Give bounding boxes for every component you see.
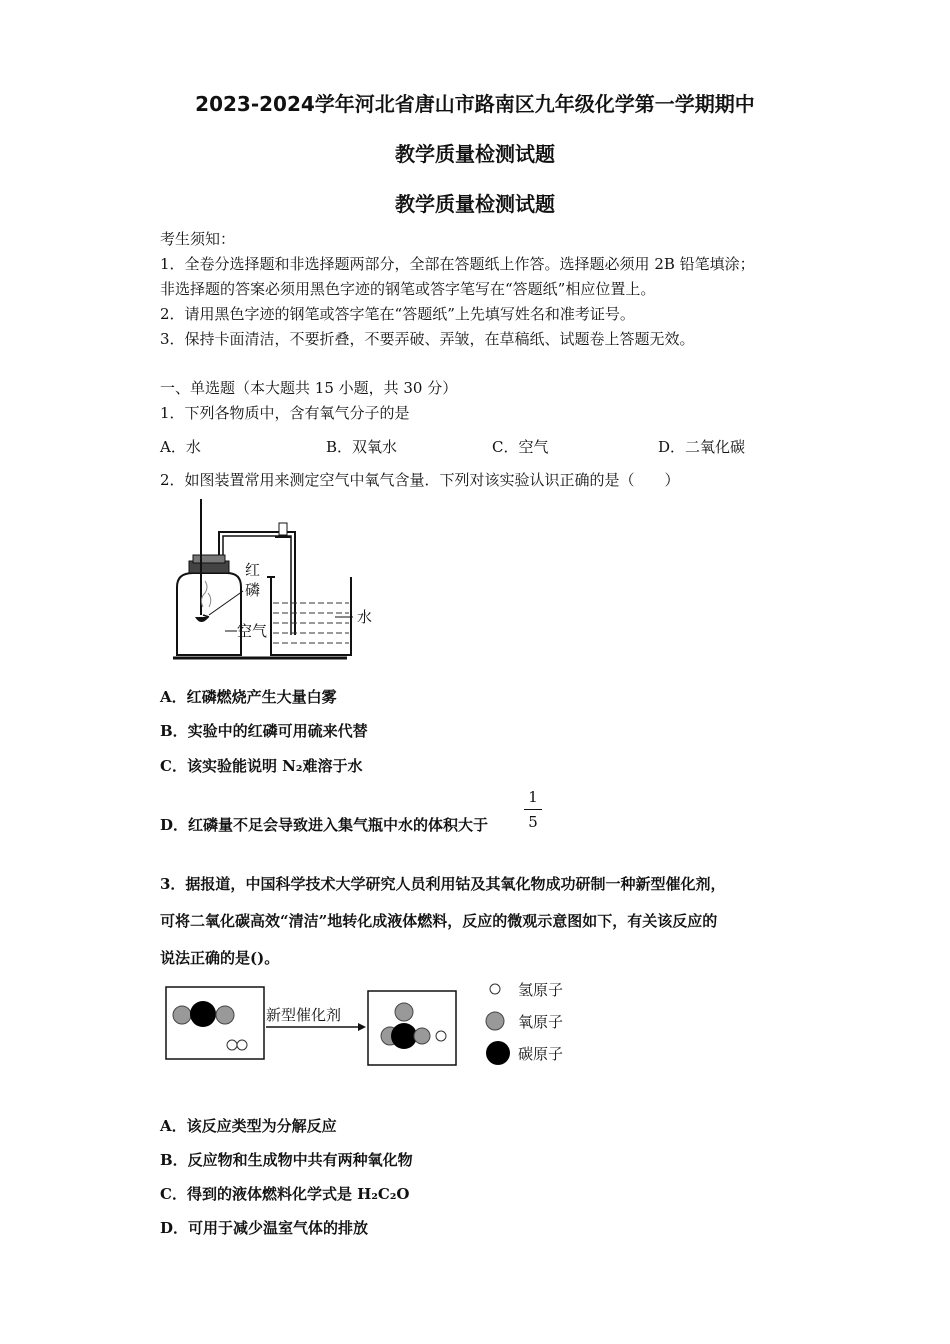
gas-bottle xyxy=(177,573,241,655)
q3-option-b[interactable]: B．反应物和生成物中共有两种氧化物 xyxy=(160,1151,413,1169)
exam-title-line1: 2023-2024学年河北省唐山市路南区九年级化学第一学期期中 xyxy=(195,92,755,116)
oxygen-atom xyxy=(173,1006,191,1024)
q2-option-d[interactable]: D．红磷量不足会导致进入集气瓶中水的体积大于 xyxy=(160,816,489,834)
q1-option-d[interactable]: D．二氧化碳 xyxy=(658,438,746,456)
q2-apparatus-figure xyxy=(165,495,385,670)
fraction-denominator: 5 xyxy=(528,813,538,831)
label-water: 水 xyxy=(357,608,373,626)
carbon-atom xyxy=(391,1023,417,1049)
label-air: 空气 xyxy=(237,622,268,640)
oxygen-atom xyxy=(414,1028,430,1044)
legend-carbon-icon xyxy=(486,1041,510,1065)
water xyxy=(273,603,349,643)
q1-option-a[interactable]: A．水 xyxy=(160,438,201,456)
q3-option-a[interactable]: A．该反应类型为分解反应 xyxy=(160,1117,337,1135)
q1-option-c[interactable]: C．空气 xyxy=(492,438,549,456)
notice-item-2: 2．请用黑色字迹的钢笔或答字笔在“答题纸”上先填写姓名和准考证号。 xyxy=(160,305,635,323)
q1-stem: 1．下列各物质中，含有氧气分子的是 xyxy=(160,404,410,422)
q3-option-d[interactable]: D．可用于减少温室气体的排放 xyxy=(160,1219,369,1237)
q3-option-c[interactable]: C．得到的液体燃料化学式是 H₂C₂O xyxy=(160,1185,410,1203)
label-red-p-1: 红 xyxy=(245,561,261,579)
exam-title-line2: 教学质量检测试题 xyxy=(395,142,555,166)
legend-hydrogen: 氢原子 xyxy=(518,981,564,999)
q2-option-c[interactable]: C．该实验能说明 N₂难溶于水 xyxy=(160,757,363,775)
section-heading: 一、单选题（本大题共 15 小题，共 30 分） xyxy=(160,379,458,397)
oxygen-atom xyxy=(395,1003,413,1021)
q3-reaction-figure xyxy=(160,975,590,1070)
q3-stem-line3: 说法正确的是()。 xyxy=(160,949,280,967)
fraction-one-fifth xyxy=(524,788,542,831)
hydrogen-atom xyxy=(436,1031,446,1041)
q2-option-a[interactable]: A．红磷燃烧产生大量白雾 xyxy=(160,688,337,706)
hydrogen-atom xyxy=(227,1040,237,1050)
q2-option-b[interactable]: B．实验中的红磷可用硫来代替 xyxy=(160,722,368,740)
combustion-spoon xyxy=(195,617,209,622)
notice-item-1a: 1．全卷分选择题和非选择题两部分，全部在答题纸上作答。选择题必须用 2B 铅笔填涂； xyxy=(160,255,755,273)
legend-oxygen: 氧原子 xyxy=(518,1013,564,1031)
legend-oxygen-icon xyxy=(486,1012,504,1030)
oxygen-atom xyxy=(216,1006,234,1024)
legend-carbon: 碳原子 xyxy=(518,1045,564,1063)
notice-item-3: 3．保持卡面清洁，不要折叠，不要弄破、弄皱，在草稿纸、试题卷上答题无效。 xyxy=(160,330,695,348)
q1-option-b[interactable]: B．双氧水 xyxy=(326,438,398,456)
notice-item-1b: 非选择题的答案必须用黑色字迹的钢笔或答字笔写在“答题纸”相应位置上。 xyxy=(160,280,656,298)
arrow-label: 新型催化剂 xyxy=(266,1006,342,1024)
hydrogen-atom xyxy=(237,1040,247,1050)
label-red-p-2: 磷 xyxy=(245,581,261,599)
carbon-atom xyxy=(190,1001,216,1027)
legend-hydrogen-icon xyxy=(490,984,500,994)
q3-stem-line1: 3．据报道，中国科学技术大学研究人员利用钴及其氧化物成功研制一种新型催化剂， xyxy=(160,875,726,893)
q2-stem: 2．如图装置常用来测定空气中氧气含量．下列对该实验认识正确的是（ ） xyxy=(160,471,680,489)
exam-title-line3: 教学质量检测试题 xyxy=(395,192,555,216)
notice-heading: 考生须知： xyxy=(160,230,236,248)
q3-stem-line2: 可将二氧化碳高效“清洁”地转化成液体燃料，反应的微观示意图如下，有关该反应的 xyxy=(160,912,718,930)
fraction-numerator: 1 xyxy=(528,788,538,806)
